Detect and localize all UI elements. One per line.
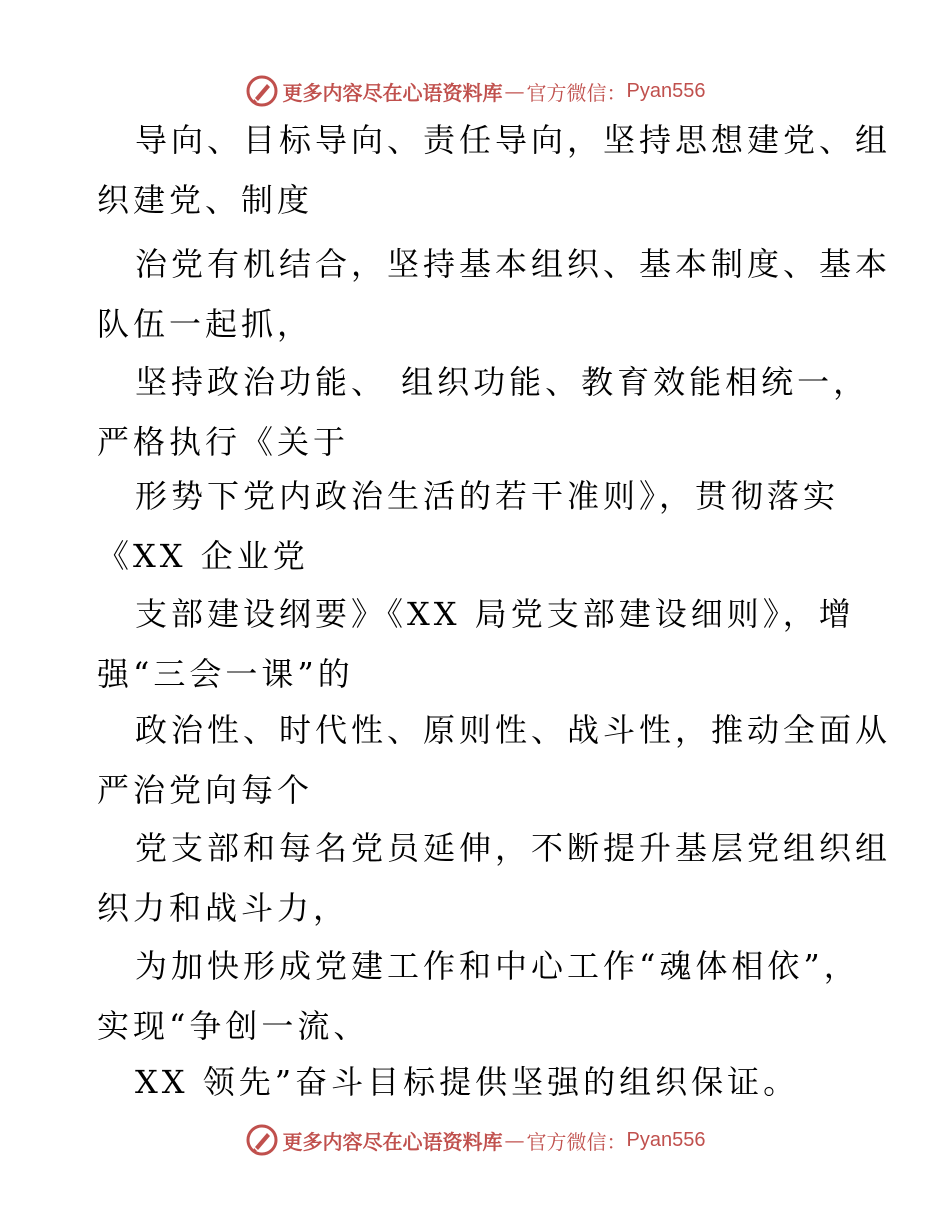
- body-line: 政治性、时代性、原则性、战斗性，推动全面从: [135, 711, 892, 749]
- pen-logo-icon: [245, 74, 279, 108]
- footer-watermark: [0, 1120, 950, 1160]
- watermark-separator: —: [504, 1128, 525, 1152]
- body-line: 坚持政治功能、 组织功能、教育效能相统一，: [135, 363, 870, 401]
- watermark-wechat-id: Pyan556: [626, 79, 706, 102]
- watermark-separator: —: [504, 79, 525, 103]
- body-line: 党支部和每名党员延伸，不断提升基层党组织组: [135, 829, 892, 867]
- body-line: 织力和战斗力，: [97, 889, 350, 927]
- body-line: 治党有机结合，坚持基本组织、基本制度、基本: [135, 245, 892, 283]
- body-line: 队伍一起抓，: [97, 305, 314, 343]
- body-line: 支部建设纲要》《XX 局党支部建设细则》，增: [135, 595, 855, 633]
- watermark-wechat-id: Pyan556: [626, 1128, 706, 1151]
- body-line: 织建党、制度: [97, 181, 314, 219]
- body-line: 《XX 企业党: [97, 537, 309, 575]
- body-line: 形势下党内政治生活的若干准则》，贯彻落实: [135, 477, 840, 515]
- pen-logo-icon: [245, 1123, 279, 1157]
- body-line: 导向、目标导向、责任导向，坚持思想建党、组: [135, 121, 892, 159]
- watermark-site-text: 更多内容尽在心语资料库: [282, 80, 503, 105]
- header-watermark: [0, 71, 950, 111]
- body-line: 严格执行《关于: [97, 423, 350, 461]
- watermark-official-label: 官方微信：: [526, 80, 627, 105]
- watermark-official-label: 官方微信：: [526, 1129, 627, 1154]
- body-line: 强“三会一课”的: [97, 655, 354, 693]
- watermark-site-text: 更多内容尽在心语资料库: [282, 1129, 503, 1154]
- body-line: 实现“争创一流、: [97, 1007, 370, 1045]
- body-line: 严治党向每个: [97, 771, 314, 809]
- body-line: 为加快形成党建工作和中心工作“魂体相依”，: [135, 947, 860, 985]
- body-line: XX 领先”奋斗目标提供坚强的组织保证。: [135, 1063, 800, 1101]
